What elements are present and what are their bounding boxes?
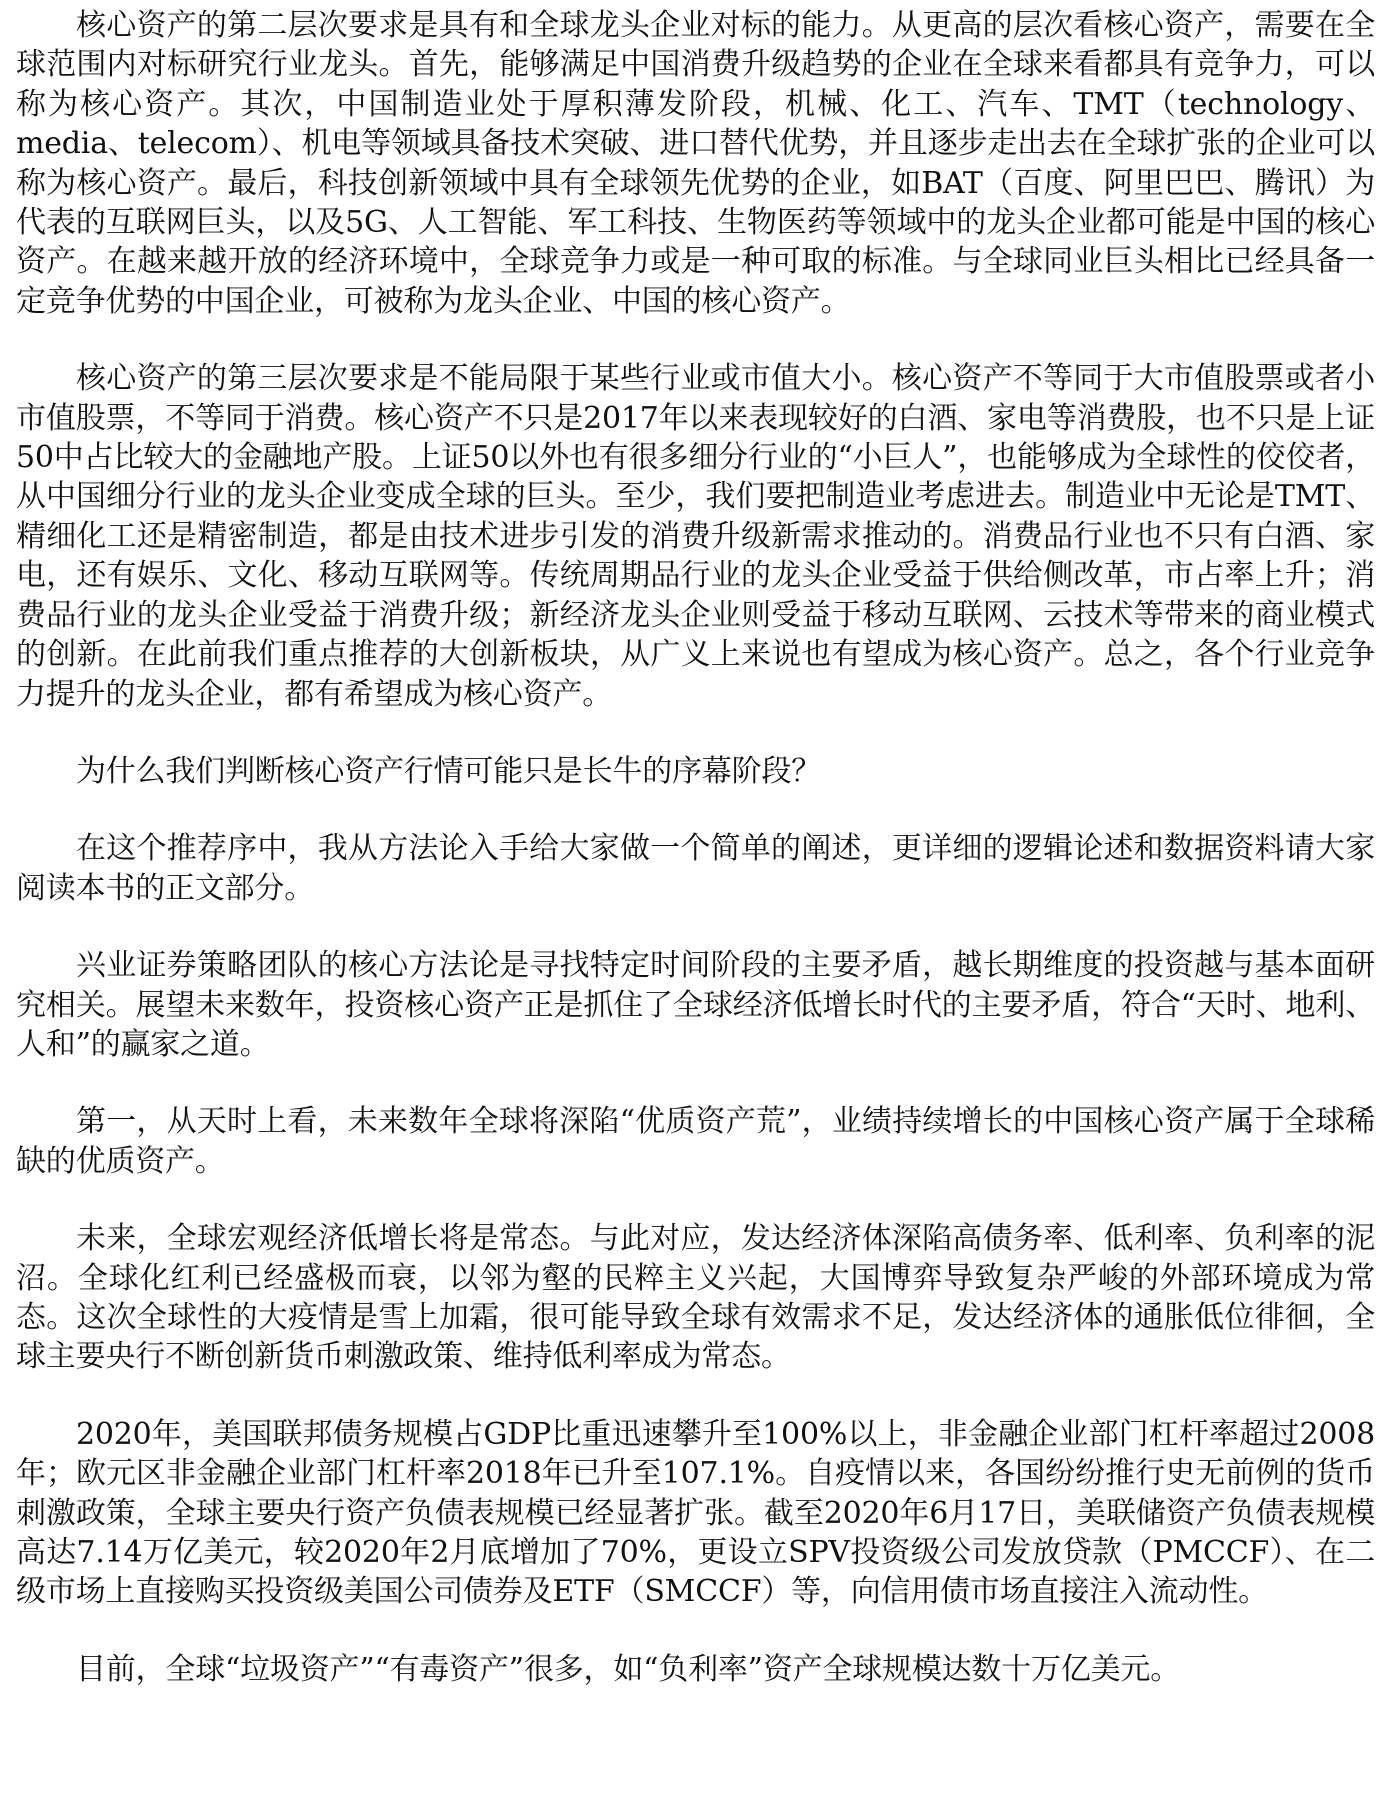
paragraph-second-tier: 核心资产的第二层次要求是具有和全球龙头企业对标的能力。从更高的层次看核心资产，需要在全球范围内对标研究行业龙头。首先，能够满足中国消费升级趋势的企业在全球来看都具有竞争力，可以称为核心资产。其次，中国制造业处于厚积薄发阶段，机械、化工、汽车、TMT（technology、media、telecom）、机电等领域具备技术突破、进口替代优势，并且逐步走出去在全球扩张的企业可以称为核心资产。最后，科技创新领域中具有全球领先优势的企业，如BAT（百度、阿里巴巴、腾讯）为代表的互联网巨头，以及5G、人工智能、军工科技、生物医药等领域中的龙头企业都可能是中国的核心资产。在越来越开放的经济环境中，全球竞争力或是一种可取的标准。与全球同业巨头相比已经具备一定竞争优势的中国企业，可被称为龙头企业、中国的核心资产。	[16, 8, 1375, 319]
paragraph-first-timing: 第一，从天时上看，未来数年全球将深陷“优质资产荒”，业绩持续增长的中国核心资产属于全球稀缺的优质资产。	[16, 1104, 1375, 1179]
paragraph-preface-method: 在这个推荐序中，我从方法论入手给大家做一个简单的阐述，更详细的逻辑论述和数据资料请大家阅读本书的正文部分。	[16, 831, 1375, 906]
paragraph-third-tier: 核心资产的第三层次要求是不能局限于某些行业或市值大小。核心资产不等同于大市值股票或者小市值股票，不等同于消费。核心资产不只是2017年以来表现较好的白酒、家电等消费股，也不只是上证50中占比较大的金融地产股。上证50以外也有很多细分行业的“小巨人”，也能够成为全球性的佼佼者，从中国细分行业的龙头企业变成全球的巨头。至少，我们要把制造业考虑进去。制造业中无论是TMT、精细化工还是精密制造，都是由技术进步引发的消费升级新需求推动的。消费品行业也不只有白酒、家电，还有娱乐、文化、移动互联网等。传统周期品行业的龙头企业受益于供给侧改革，市占率上升；消费品行业的龙头企业受益于消费升级；新经济龙头企业则受益于移动互联网、云技术等带来的商业模式的创新。在此前我们重点推荐的大创新板块，从广义上来说也有望成为核心资产。总之，各个行业竞争力提升的龙头企业，都有希望成为核心资产。	[16, 361, 1375, 712]
paragraph-question-heading: 为什么我们判断核心资产行情可能只是长牛的序幕阶段？	[76, 753, 821, 789]
paragraph-global-macro: 未来，全球宏观经济低增长将是常态。与此对应，发达经济体深陷高债务率、低利率、负利率的泥沼。全球化红利已经盛极而衰，以邻为壑的民粹主义兴起，大国博弈导致复杂严峻的外部环境成为常态。这次全球性的大疫情是雪上加霜，很可能导致全球有效需求不足，发达经济体的通胀低位徘徊，全球主要央行不断创新货币刺激政策、维持低利率成为常态。	[16, 1221, 1375, 1375]
paragraph-methodology: 兴业证券策略团队的核心方法论是寻找特定时间阶段的主要矛盾，越长期维度的投资越与基本面研究相关。展望未来数年，投资核心资产正是抓住了全球经济低增长时代的主要矛盾，符合“天时、地利、人和”的赢家之道。	[16, 948, 1375, 1062]
paragraph-junk-assets: 目前，全球“垃圾资产”“有毒资产”很多，如“负利率”资产全球规模达数十万亿美元。	[76, 1651, 1181, 1687]
paragraph-debt-stimulus: 2020年，美国联邦债务规模占GDP比重迅速攀升至100%以上，非金融企业部门杠杆率超过2008年；欧元区非金融企业部门杠杆率2018年已升至107.1%。自疫情以来，各国纷纷推行史无前例的货币刺激政策，全球主要央行资产负债表规模已经显著扩张。截至2020年6月17日，美联储资产负债表规模高达7.14万亿美元，较2020年2月底增加了70%，更设立SPV投资级公司发放贷款（PMCCF）、在二级市场上直接购买投资级美国公司债券及ETF（SMCCF）等，向信用债市场直接注入流动性。	[16, 1416, 1375, 1610]
